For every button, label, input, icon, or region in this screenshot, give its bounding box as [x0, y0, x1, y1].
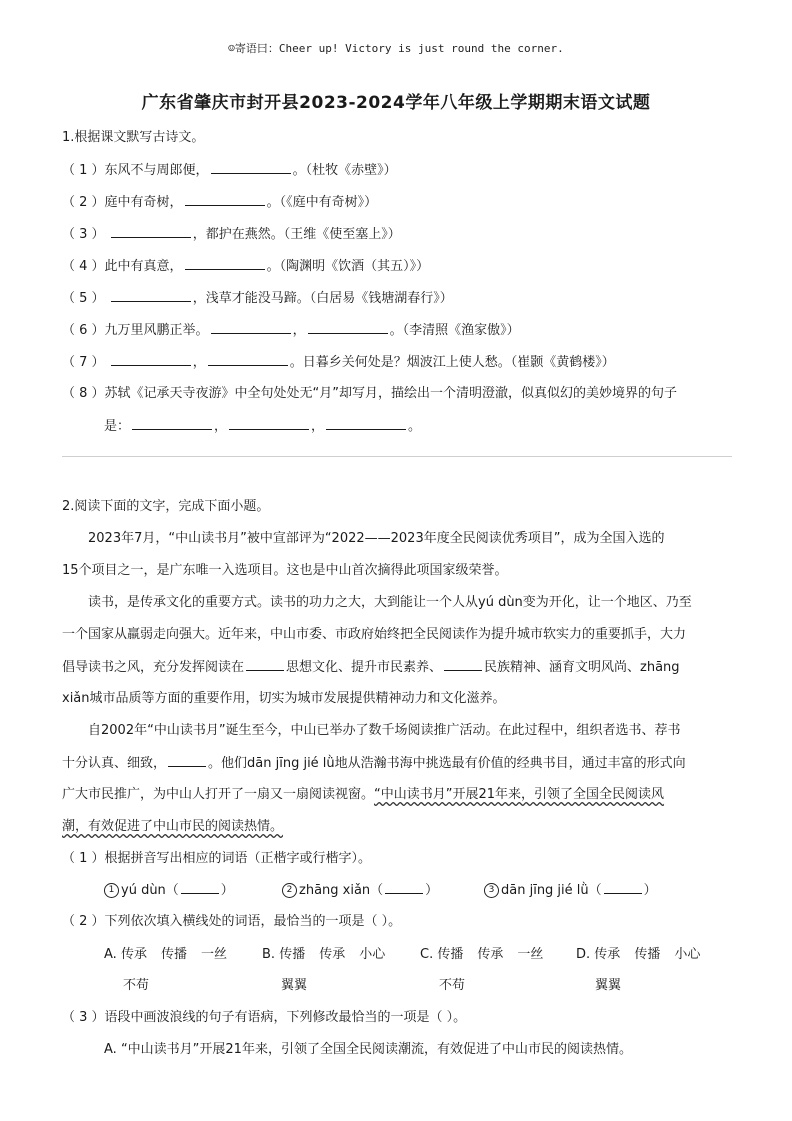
- passage-text: 民族精神、涵育文明风尚、zhāng: [484, 660, 680, 675]
- option-word: 传承: [120, 947, 147, 962]
- separator: ，: [214, 419, 228, 434]
- section-divider: [62, 456, 732, 457]
- item-post: ，浅草才能没马蹄。（白居易《钱塘湖春行》）: [192, 291, 453, 306]
- answer-blank[interactable]: [385, 880, 423, 894]
- sub3-stem: （ 3 ）语段中画波浪线的句子有语病，下列修改最恰当的一项是（ ）。: [62, 1010, 467, 1025]
- passage-line: 自2002年“中山读书月”诞生至今，中山已举办了数千场阅读推广活动。在此过程中，组织者选书、荐书: [88, 723, 681, 738]
- option-word: 传播: [279, 947, 306, 962]
- answer-blank[interactable]: [132, 416, 212, 430]
- item-post: 。日暮乡关何处是？烟波江上使人愁。（崔颢《黄鹤楼》）: [289, 355, 615, 370]
- passage-line: 2023年7月，“中山读书月”被中宣部评为“2022——2023年度全民阅读优秀项目”，成为全国入选的: [88, 531, 665, 546]
- close-paren: ）: [643, 883, 657, 898]
- page-title: 广东省肇庆市封开县2023-2024学年八年级上学期期末语文试题: [141, 93, 651, 113]
- item-pre: 是：: [104, 419, 131, 434]
- separator: ，: [311, 419, 325, 434]
- item-post: ，都护在燕然。（王维《使至塞上》）: [192, 227, 401, 242]
- circle-number: 3: [484, 883, 499, 898]
- item-mid: ，: [292, 323, 306, 338]
- sub1-stem: （ 1 ）根据拼音写出相应的词语（正楷字或行楷字）。: [62, 851, 372, 866]
- passage-line: 15个项目之一，是广东唯一入选项目。这也是中山首次摘得此项国家级荣誉。: [62, 563, 508, 578]
- fill-blank[interactable]: [246, 657, 284, 671]
- answer-blank[interactable]: [185, 192, 265, 206]
- item-mid: ，: [192, 355, 206, 370]
- item-pre: 东风不与周郎便，: [104, 163, 209, 178]
- q1-item-8-cont: [104, 416, 784, 437]
- q1-item-3: [62, 224, 742, 245]
- fill-blank[interactable]: [168, 753, 206, 767]
- q1-item-2: [62, 192, 742, 213]
- item-num: （ 1 ）: [62, 163, 105, 178]
- option-word: 传播: [437, 947, 464, 962]
- passage-line: 读书，是传承文化的重要方式。读书的功力之大，大到能让一个人从yú dùn变为开化，让一个地区、乃至: [88, 595, 692, 610]
- item-num: （ 2 ）: [62, 195, 105, 210]
- pinyin-item-1: [104, 880, 234, 901]
- item-pre: 庭中有奇树，: [104, 195, 183, 210]
- item-num: （ 3 ）: [62, 227, 105, 242]
- option-word: 一丝: [517, 947, 544, 962]
- q1-item-4: [62, 256, 742, 277]
- passage-text: 。他们dān jīng jié lǜ地从浩瀚书海中挑选最有价值的经典书目，通过丰富的形式向: [208, 756, 686, 771]
- answer-blank[interactable]: [604, 880, 642, 894]
- passage-text: 广大市民推广，为中山人打开了一扇又一扇阅读视窗。: [62, 787, 375, 802]
- sub2-stem: （ 2 ）下列依次填入横线处的词语，最恰当的一项是（ ）。: [62, 914, 402, 929]
- option-label: C.: [420, 947, 434, 962]
- option-d-cont: 翼翼: [595, 978, 622, 993]
- passage-text: 倡导读书之风，充分发挥阅读在: [62, 660, 245, 675]
- answer-blank[interactable]: [208, 352, 288, 366]
- answer-blank[interactable]: [185, 256, 265, 270]
- answer-blank[interactable]: [308, 320, 388, 334]
- answer-blank[interactable]: [229, 416, 309, 430]
- fill-blank[interactable]: [444, 657, 482, 671]
- option-a-cont: 不苟: [123, 978, 150, 993]
- item-post: 。（《庭中有奇树》）: [266, 195, 378, 210]
- pinyin: yú dùn（: [121, 883, 179, 898]
- pinyin-item-2: [282, 880, 438, 901]
- option-word: 小心: [674, 947, 701, 962]
- pinyin: dān jīng jié lǜ（: [501, 883, 602, 898]
- item-pre: 九万里风鹏正举。: [104, 323, 209, 338]
- sub3-option-a[interactable]: [104, 1040, 632, 1060]
- passage-line: 一个国家从羸弱走向强大。近年来，中山市委、市政府始终把全民阅读作为提升城市软实力的重要抓手，大力: [62, 627, 687, 642]
- option-label: D.: [576, 947, 591, 962]
- answer-blank[interactable]: [111, 288, 191, 302]
- q1-item-8: [62, 384, 742, 404]
- option-word: 传承: [477, 947, 504, 962]
- option-word: 传承: [594, 947, 621, 962]
- passage-line: [62, 657, 742, 678]
- motto-line: ☺寄语曰：Cheer up! Victory is just round the corner.: [228, 42, 564, 55]
- option-word: 传播: [160, 947, 187, 962]
- passage-line: [62, 817, 742, 837]
- option-word: 小心: [359, 947, 386, 962]
- pinyin: zhāng xiǎn（: [299, 883, 384, 898]
- passage-text: 思想文化、提升市民素养、: [286, 660, 443, 675]
- passage-line: xiǎn城市品质等方面的重要作用，切实为城市发展提供精神动力和文化滋养。: [62, 691, 506, 706]
- option-word: 传播: [634, 947, 661, 962]
- option-d[interactable]: [576, 945, 714, 965]
- item-pre: 此中有真意，: [104, 259, 183, 274]
- passage-line: [62, 785, 742, 805]
- close-paren: ）: [425, 883, 439, 898]
- q1-item-5: [62, 288, 742, 309]
- option-word: 传承: [319, 947, 346, 962]
- item-num: （ 5 ）: [62, 291, 105, 306]
- circle-number: 2: [282, 883, 297, 898]
- circle-number: 1: [104, 883, 119, 898]
- option-label: A.: [104, 1042, 117, 1057]
- end-mark: 。: [408, 419, 422, 434]
- wavy-sentence: 潮，有效促进了中山市民的阅读热情。: [62, 819, 284, 834]
- item-num: （ 4 ）: [62, 259, 105, 274]
- answer-blank[interactable]: [111, 352, 191, 366]
- q1-item-1: [62, 160, 742, 181]
- q1-item-6: [62, 320, 742, 341]
- answer-blank[interactable]: [211, 320, 291, 334]
- pinyin-item-3: [484, 880, 657, 901]
- answer-blank[interactable]: [181, 880, 219, 894]
- option-label: A.: [104, 947, 117, 962]
- q2-stem: 2.阅读下面的文字，完成下面小题。: [62, 499, 270, 514]
- answer-blank[interactable]: [326, 416, 406, 430]
- option-text: “中山读书月”开展21年来，引领了全国全民阅读潮流，有效促进了中山市民的阅读热情。: [120, 1042, 632, 1057]
- item-num: （ 6 ）: [62, 323, 105, 338]
- option-c-cont: 不苟: [439, 978, 466, 993]
- item-text: 苏轼《记承天寺夜游》中全句处处无“月”却写月，描绘出一个清明澄澈，似真似幻的美妙境界的句子: [104, 386, 678, 401]
- option-label: B.: [262, 947, 276, 962]
- answer-blank[interactable]: [111, 224, 191, 238]
- item-num: （ 8 ）: [62, 386, 105, 401]
- option-b-cont: 翼翼: [281, 978, 308, 993]
- item-post: 。（李清照《渔家傲》）: [389, 323, 520, 338]
- item-num: （ 7 ）: [62, 355, 105, 370]
- q1-item-7: [62, 352, 742, 373]
- answer-blank[interactable]: [211, 160, 291, 174]
- q1-stem: 1.根据课文默写古诗文。: [62, 130, 205, 145]
- close-paren: ）: [220, 883, 234, 898]
- passage-line: [62, 753, 742, 774]
- option-b[interactable]: [262, 945, 399, 965]
- item-post: 。（陶渊明《饮酒（其五）》）: [266, 259, 430, 274]
- option-c[interactable]: [420, 945, 557, 965]
- item-post: 。（杜牧《赤壁》）: [292, 163, 397, 178]
- option-a[interactable]: [104, 945, 241, 965]
- wavy-sentence: “中山读书月”开展21年来，引领了全国全民阅读风: [374, 787, 665, 802]
- option-word: 一丝: [200, 947, 227, 962]
- passage-text: 十分认真、细致，: [62, 756, 167, 771]
